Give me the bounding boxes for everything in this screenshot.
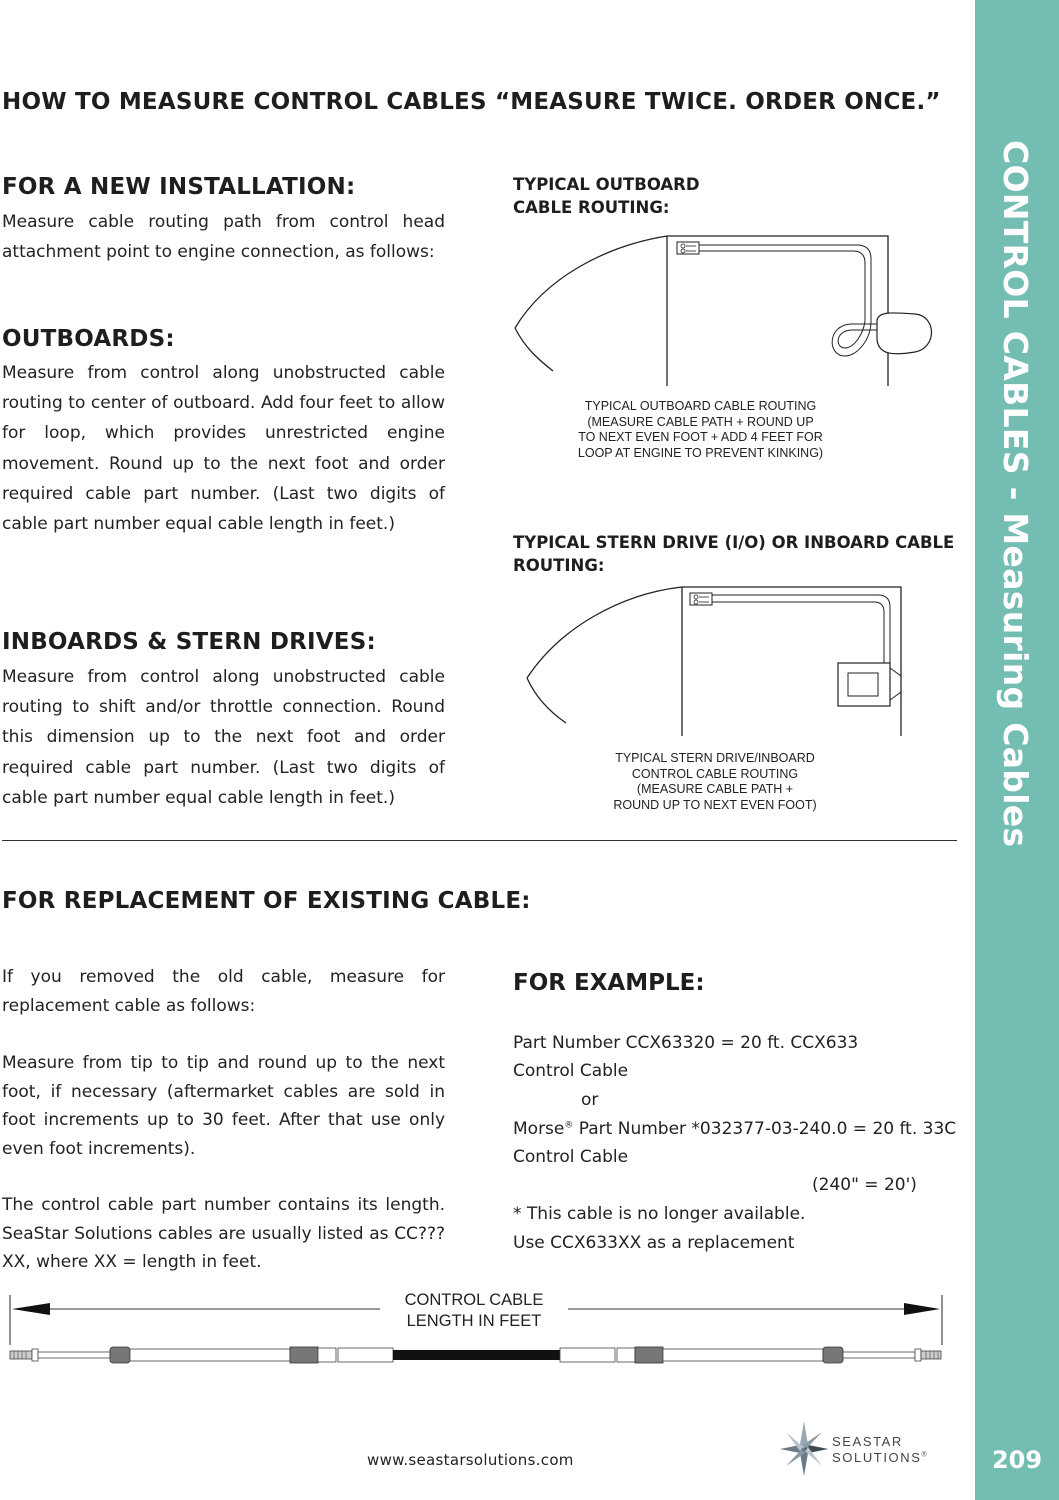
main-heading: HOW TO MEASURE CONTROL CABLES “MEASURE TWICE. ORDER ONCE.”	[2, 89, 941, 115]
example-line-morse	[513, 1119, 956, 1139]
replacement-para-3: The control cable part number contains its length. SeaStar Solutions cables are usually listed as CC???XX, where XX = length in feet.	[2, 1195, 445, 1273]
cable-length-label: CONTROL CABLE LENGTH IN FEET	[380, 1290, 568, 1332]
new-installation-heading: FOR A NEW INSTALLATION:	[2, 174, 356, 200]
logo-text-solutions	[832, 1450, 928, 1465]
new-installation-text: Measure cable routing path from control head attachment point to engine connection, as follows:	[2, 212, 445, 263]
inboards-text: Measure from control along unobstructed cable routing to shift and/or throttle connection. Round this dimension up to the next foot and order required cable part number. (Last two digits of cable part number equal cable length in feet.)	[2, 667, 445, 808]
outboards-heading: OUTBOARDS:	[2, 326, 175, 352]
example-note-2: Use CCX633XX as a replacement	[513, 1233, 795, 1253]
example-line-5: Control Cable	[513, 1147, 629, 1167]
example-note-1: * This cable is no longer available.	[513, 1204, 806, 1224]
outboard-figure-caption: TYPICAL OUTBOARD CABLE ROUTING (MEASURE CABLE PATH + ROUND UP TO NEXT EVEN FOOT + ADD 4 FEET FOR LOOP AT ENGINE TO PREVENT KINKING)	[577, 399, 824, 460]
page-number: 209	[991, 1446, 1043, 1474]
stern-figure-caption: TYPICAL STERN DRIVE/INBOARD CONTROL CABLE ROUTING (MEASURE CABLE PATH + ROUND UP TO NEXT EVEN FOOT)	[613, 751, 817, 812]
example-line-or: or	[581, 1090, 599, 1110]
outboard-figure-heading: TYPICAL OUTBOARD CABLE ROUTING:	[513, 175, 700, 217]
outboards-text: Measure from control along unobstructed cable routing to center of outboard. Add four feet to allow for loop, which provides unrestricted engine movement. Round up to the next foot and order required cable part number. (Last two digits of cable part number equal cable length in feet.)	[2, 363, 445, 535]
replacement-heading: FOR REPLACEMENT OF EXISTING CABLE:	[2, 888, 531, 914]
website-link[interactable]: www.seastarsolutions.com	[367, 1451, 574, 1469]
side-title	[975, 140, 1059, 848]
logo-text-solutions-word: SOLUTIONS	[832, 1450, 922, 1465]
side-title-text: CONTROL CABLES - Measuring Cables	[996, 140, 1035, 848]
example-conversion: (240" = 20')	[812, 1175, 917, 1195]
inboards-heading: INBOARDS & STERN DRIVES:	[2, 629, 376, 655]
section-divider	[2, 840, 957, 841]
replacement-para-2: Measure from tip to tip and round up to the next foot, if necessary (aftermarket cables are sold in foot increments up to 30 feet. After that use only even foot increments).	[2, 1053, 445, 1160]
example-line-1: Part Number CCX63320 = 20 ft. CCX633	[513, 1033, 859, 1053]
outboard-routing-diagram	[505, 228, 945, 393]
morse-part-number: Part Number *032377-03-240.0 = 20 ft. 33C	[573, 1119, 957, 1139]
example-heading: FOR EXAMPLE:	[513, 970, 705, 996]
replacement-para-1: If you removed the old cable, measure for replacement cable as follows:	[2, 967, 445, 1016]
morse-brand: Morse	[513, 1119, 565, 1139]
example-line-2: Control Cable	[513, 1061, 629, 1081]
stern-figure-heading: TYPICAL STERN DRIVE (I/O) OR INBOARD CABLE ROUTING:	[513, 533, 955, 575]
registered-mark: ®	[564, 1120, 574, 1131]
logo-text-seastar: SEASTAR	[832, 1434, 903, 1449]
stern-drive-routing-diagram	[520, 580, 920, 740]
seastar-star-logo-icon	[776, 1418, 832, 1480]
logo-registered-mark: ®	[921, 1451, 929, 1459]
